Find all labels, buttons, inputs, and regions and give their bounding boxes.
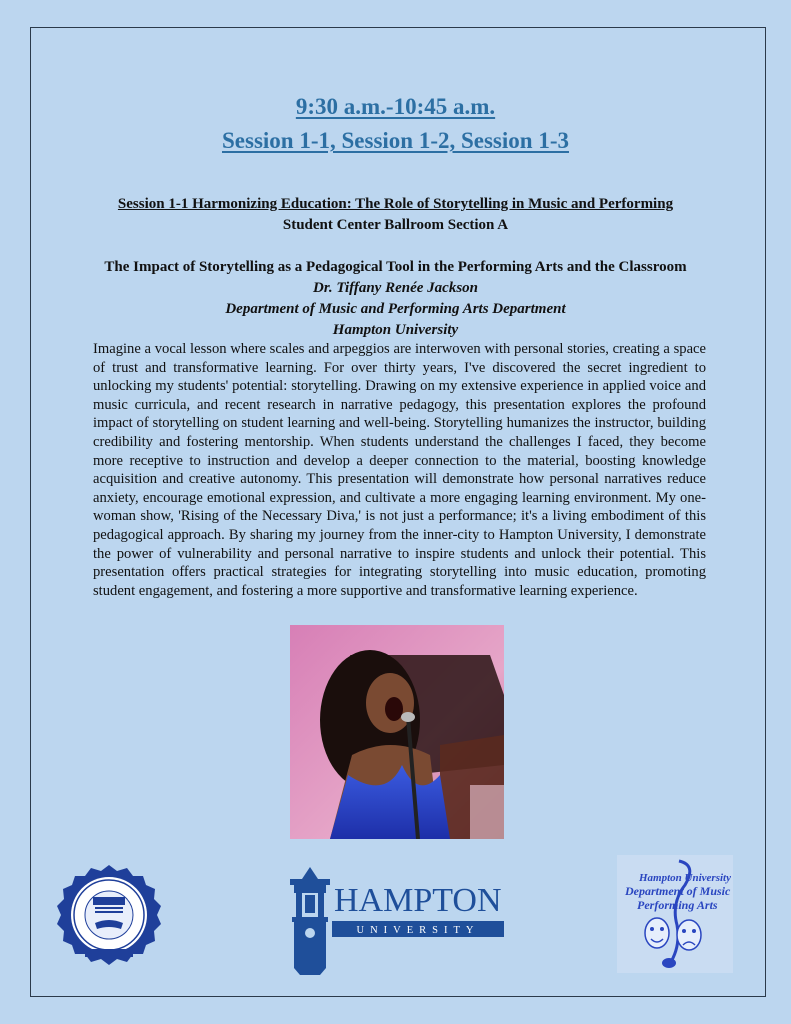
svg-text:Hampton University: Hampton University — [639, 872, 731, 884]
sessions-heading: Session 1-1, Session 1-2, Session 1-3 — [222, 128, 569, 153]
department-music-logo — [617, 855, 733, 973]
svg-text:Department of Music &: Department of Music & — [625, 884, 733, 898]
time-heading: 9:30 a.m.-10:45 a.m. — [295, 94, 496, 119]
presenter-department: Department of Music and Performing Arts Department — [225, 301, 566, 317]
presenter-name: Dr. Tiffany Renée Jackson — [313, 280, 478, 296]
session-location: Student Center Ballroom Section A — [282, 217, 509, 233]
session-title: Session 1-1 Harmonizing Education: The Role of Storytelling in Music and Performing — [117, 196, 674, 212]
university-wordmark: UNIVERSITY — [356, 925, 480, 936]
college-seal-logo — [55, 863, 163, 971]
svg-text:Performing Arts: Performing Arts — [637, 898, 718, 912]
abstract-text: Imagine a vocal lesson where scales and arpeggios are interwoven with personal stories, creating a space of trust and transformative learning. For over thirty years, I've discovered the secret ingredient to unlocking my students' potential: storytelling. Drawing on my extensive experience in applied voice and music curricula, and recent research in narrative pedagogy, this presentation explores the profound impact of storytelling on student learning and well-being. Storytelling humanizes the instructor, building credibility and fostering mentorship. When students understand the challenges I faced, they become more receptive to instruction and develop a deeper connection to the material, boosting knowledge acquisition and creative autonomy. This presentation will demonstrate how personal narratives reduce anxiety, encourage emotional expression, and cultivate a more engaging learning environment. My one-woman show, 'Rising of the Necessary Diva,' is not just a performance; it's a living embodiment of this pedagogical approach. By sharing my journey from the inner-city to Hampton University, I demonstrate the power of vulnerability and personal narrative to inspire students and unlock their potential. This presentation offers practical strategies for integrating storytelling into music education, promoting student engagement, and fostering a more supportive and transformative learning experience. — [93, 341, 706, 599]
hampton-university-logo — [280, 863, 510, 975]
presenter-institution: Hampton University — [332, 322, 459, 338]
presentation-title: The Impact of Storytelling as a Pedagogical Tool in the Performing Arts and the Classroom — [104, 259, 687, 275]
performer-photo — [290, 625, 504, 839]
hampton-wordmark: HAMPTON — [334, 882, 502, 919]
